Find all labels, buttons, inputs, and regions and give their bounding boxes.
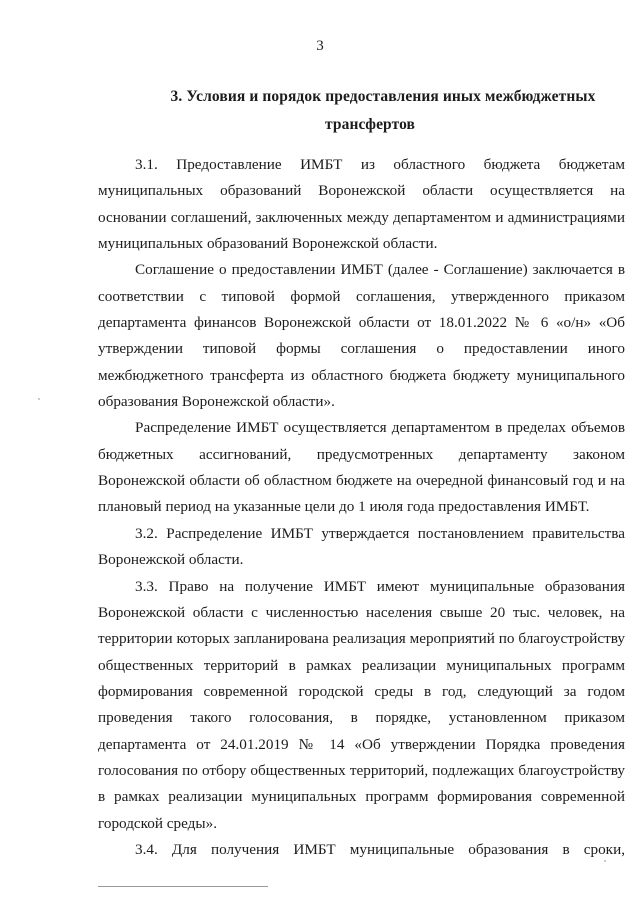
section-heading-line-1: 3. Условия и порядок предоставления иных межбюджетных xyxy=(170,88,596,105)
text-line: в рамках реализации муниципальных программ формирования современной xyxy=(98,788,625,806)
text-line: основании соглашений, заключенных между департаментом и администрациями xyxy=(98,208,625,226)
text-line: муниципальных образований Воронежской области. xyxy=(98,235,438,253)
text-line: 3.3. Право на получение ИМБТ имеют муниципальные образования xyxy=(135,577,625,595)
text-line: межбюджетного трансферта из областного бюджета бюджету муниципального xyxy=(98,366,625,384)
text-line: общественных территорий в рамках реализации муниципальных программ xyxy=(98,656,625,674)
footer-divider xyxy=(98,886,268,887)
text-line: 3.4. Для получения ИМБТ муниципальные образования в сроки, xyxy=(135,840,625,858)
text-line: Воронежской области с численностью населения свыше 20 тыс. человек, на xyxy=(98,603,625,621)
text-line: образования Воронежской области». xyxy=(98,393,335,411)
text-line: Воронежской области. xyxy=(98,551,244,569)
text-line: утверждении типовой формы соглашения о предоставлении иного xyxy=(98,340,625,358)
paragraph-3-1 xyxy=(98,152,625,257)
text-line: городской среды». xyxy=(98,814,217,832)
text-line: департамента финансов Воронежской области от 18.01.2022 № 6 «о/н» «Об xyxy=(98,314,625,332)
paragraph-3-3 xyxy=(98,574,625,837)
paragraph-agreement xyxy=(98,257,625,415)
text-line: формирования современной городской среды в год, следующий за годом xyxy=(98,682,625,700)
paragraph-distribution xyxy=(98,415,625,520)
text-line: Распределение ИМБТ осуществляется департаментом в пределах объемов xyxy=(135,419,625,437)
document-body xyxy=(98,152,625,863)
text-line: Соглашение о предоставлении ИМБТ (далее - Соглашение) заключается в xyxy=(135,261,625,279)
page-number: 3 xyxy=(316,38,324,54)
text-line: проведения такого голосования, в порядке, установленном приказом xyxy=(98,709,625,727)
text-line: бюджетных ассигнований, предусмотренных департаменту законом xyxy=(98,445,625,463)
text-line: 3.2. Распределение ИМБТ утверждается постановлением правительства xyxy=(135,524,625,542)
scan-speck xyxy=(604,860,606,862)
text-line: территории которых запланирована реализация мероприятий по благоустройству xyxy=(98,630,625,648)
paragraph-3-2 xyxy=(98,521,625,574)
text-line: муниципальных образований Воронежской области осуществляется на xyxy=(98,182,625,200)
scan-speck xyxy=(38,398,40,400)
paragraph-3-4 xyxy=(98,837,625,863)
section-heading-line-2: трансфертов xyxy=(324,116,416,133)
text-line: голосования по отбору общественных территорий, подлежащих благоустройству xyxy=(98,761,625,779)
text-line: плановый период на указанные цели до 1 июля года предоставления ИМБТ. xyxy=(98,498,590,516)
text-line: департамента от 24.01.2019 № 14 «Об утверждении Порядка проведения xyxy=(98,735,625,753)
text-line: соответствии с типовой формой соглашения, утвержденного приказом xyxy=(98,287,625,305)
text-line: Воронежской области об областном бюджете на очередной финансовый год и на xyxy=(98,472,625,490)
text-line: 3.1. Предоставление ИМБТ из областного бюджета бюджетам xyxy=(135,156,625,173)
